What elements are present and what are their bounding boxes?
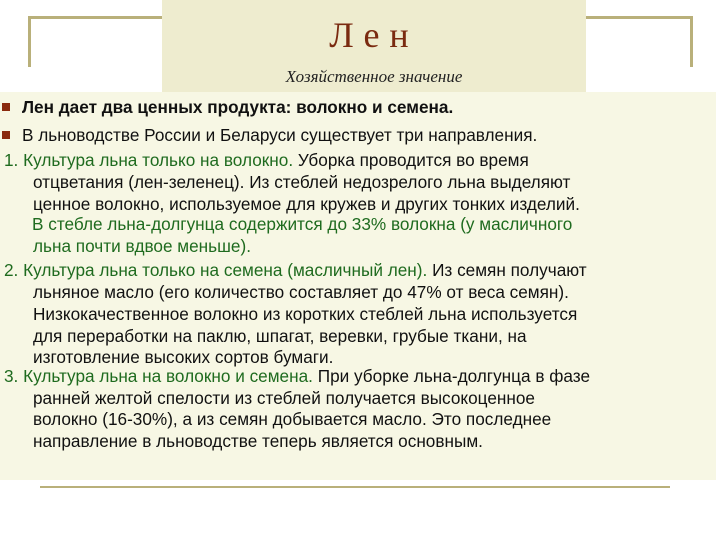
list-item-lead: 3. Культура льна на волокно и семена. xyxy=(4,366,313,386)
list-item-line: отцветания (лен-зеленец). Из стеблей недозрелого льна выделяют xyxy=(33,172,571,192)
list-item-line: изготовление высоких сортов бумаги. xyxy=(33,347,334,367)
list-item-heading xyxy=(4,149,529,171)
decorative-frame-right xyxy=(586,16,693,67)
list-item-text: Уборка проводится во время xyxy=(293,150,529,170)
bottom-divider xyxy=(40,486,670,488)
title-box xyxy=(162,0,586,94)
list-item-line: для переработки на паклю, шпагат, веревки, грубые ткани, на xyxy=(33,326,527,346)
list-item-line: волокно (16-30%), а из семян добывается масло. Это последнее xyxy=(33,409,552,429)
list-item-line: льняное масло (его количество составляет до 47% от веса семян). xyxy=(33,282,569,302)
list-item-lead: 2. Культура льна только на семена (масличный лен). xyxy=(4,260,428,280)
bullet-item: Лен дает два ценных продукта: волокно и семена. xyxy=(2,96,453,118)
content-panel xyxy=(0,92,716,480)
list-item-line: Низкокачественное волокно из коротких стеблей льна используется xyxy=(33,304,578,324)
list-item-note: В стебле льна-долгунца содержится до 33% волокна (у масличного xyxy=(32,214,573,234)
list-item-line: ранней желтой спелости из стеблей получается высокоценное xyxy=(33,388,535,408)
square-bullet-icon xyxy=(2,103,10,111)
bullet-item: В льноводстве России и Беларуси существует три направления. xyxy=(2,124,537,146)
slide-subtitle: Хозяйственное значение xyxy=(285,67,463,86)
list-item-lead: 1. Культура льна только на волокно. xyxy=(4,150,294,170)
list-item-heading xyxy=(4,365,590,387)
decorative-frame-left xyxy=(28,16,167,67)
list-item-line: направление в льноводстве теперь является основным. xyxy=(33,431,483,451)
list-item-note: льна почти вдвое меньше). xyxy=(33,236,251,256)
list-item-text: При уборке льна-долгунца в фазе xyxy=(312,366,591,386)
square-bullet-icon xyxy=(2,131,10,139)
list-item-line: ценное волокно, используемое для кружев и других тонких изделий. xyxy=(33,194,580,214)
list-item-heading xyxy=(4,259,587,281)
slide-title: Лен xyxy=(329,15,419,55)
list-item-text: Из семян получают xyxy=(427,260,587,280)
